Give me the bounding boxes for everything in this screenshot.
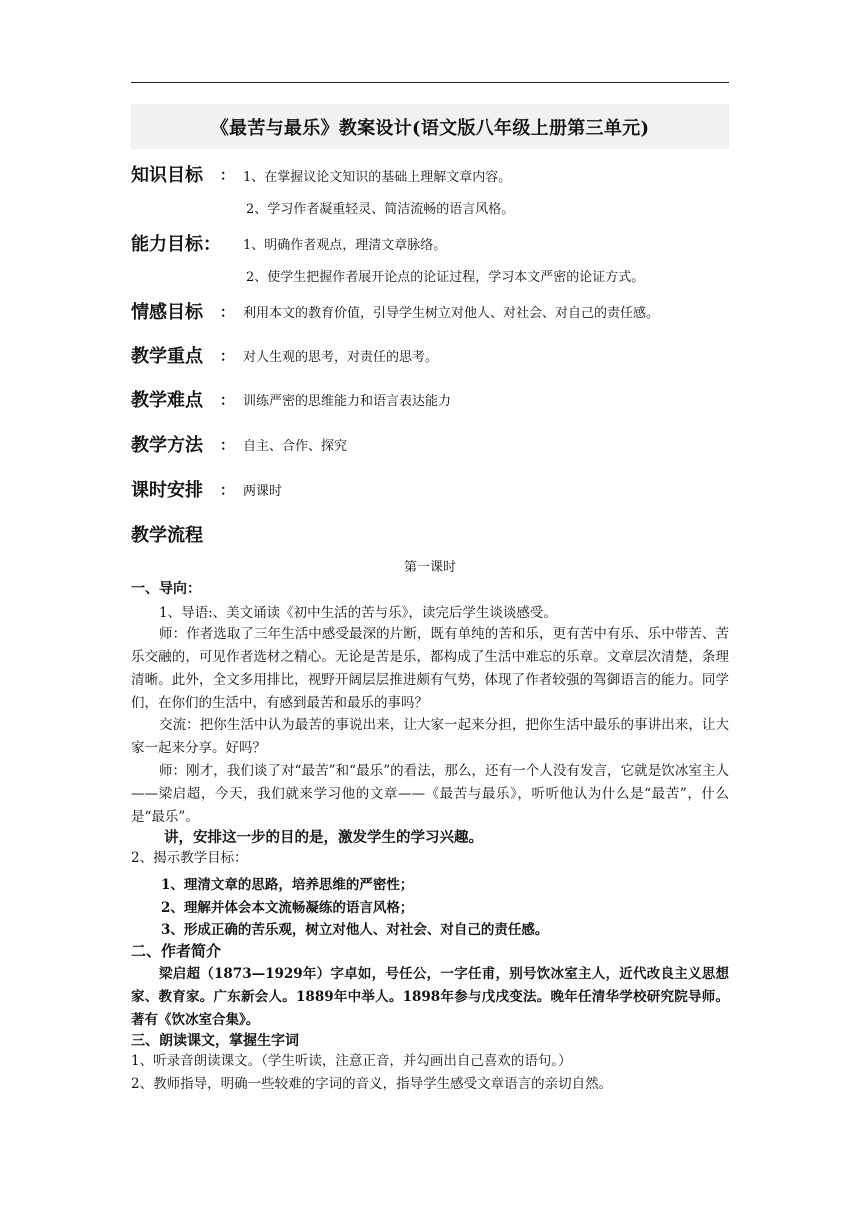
key-point-label: 教学重点: [131, 346, 203, 367]
section-1-paragraph-1: 师：作者选取了三年生活中感受最深的片断，既有单纯的苦和乐，更有苦中有乐、乐中带苦、苦乐交融的，可见作者选材之精心。无论是苦是乐，都构成了生活中难忘的乐章。文章层次清楚，条理清晰。此外，全文多用排比，视野开阔层层推进颇有气势，体现了作者较强的驾御语言的能力。同学们，在你们的生活中，有感到最苦和最乐的事吗？: [131, 626, 729, 711]
header-rule: [131, 82, 729, 83]
section-2-paragraph: 梁启超（1873—1929年）字卓如，号任公，一字任甫，别号饮冰室主人，近代改良主义思想家、教育家。广东新会人。1889年中举人。1898年参与戊戌变法。晚年任清华学校研究院导师。著有《饮冰室合集》。: [131, 966, 729, 1028]
ability-objective-2: 2、使学生把握作者展开论点的论证过程，学习本文严密的论证方式。: [246, 270, 645, 285]
emotion-objective-label: 情感目标: [131, 302, 203, 323]
emotion-objective-1: 利用本文的教育价值，引导学生树立对他人、对社会、对自己的责任感。: [243, 306, 660, 321]
knowledge-objective-1: 1、在掌握议论文知识的基础上理解文章内容。: [243, 170, 512, 185]
process-heading: 教学流程: [131, 525, 203, 546]
section-1-item-1: 1、导语:、美文诵读《初中生活的苦与乐》，读完后学生谈谈感受。: [159, 605, 557, 621]
emotion-colon: ：: [220, 305, 234, 321]
ability-objective-1: 1、明确作者观点，理清文章脉络。: [243, 238, 447, 253]
section-1-paragraph-2: 交流：把你生活中认为最苦的事说出来，让大家一起来分担，把你生活中最乐的事讲出来，让大家一起来分享。好吗？: [131, 717, 729, 756]
section-1-item-2: 2、揭示教学目标：: [131, 850, 248, 866]
difficulty-text: 训练严密的思维能力和语言表达能力: [243, 394, 452, 409]
ability-objective-label: 能力目标：: [131, 234, 221, 255]
section-3-item-2: 2、教师指导，明确一些较难的字词的音义，指导学生感受文章语言的亲切自然。: [131, 1076, 613, 1092]
key-point-colon: ：: [220, 349, 234, 365]
section-3-item-1: 1、听录音朗读课文。（学生听读，注意正音，并勾画出自己喜欢的语句。）: [131, 1053, 572, 1069]
document-title: 《最苦与最乐》教案设计(语文版八年级上册第三单元): [210, 118, 650, 139]
knowledge-objective-2: 2、学习作者凝重轻灵、简洁流畅的语言风格。: [246, 202, 515, 217]
key-point-text: 对人生观的思考，对责任的思考。: [243, 350, 439, 365]
method-text: 自主、合作、探究: [243, 439, 348, 454]
knowledge-objective-label: 知识目标: [131, 165, 203, 186]
difficulty-colon: ：: [220, 393, 234, 409]
section-2-heading: 二、作者简介: [131, 942, 222, 960]
section-1-paragraph-3: 师：刚才，我们谈了对“最苦”和“最乐”的看法，那么，还有一个人没有发言，它就是饮冰室主人——梁启超，今天，我们就来学习他的文章——《最苦与最乐》，听听他认为什么是“最苦”，什么是“最乐”。: [131, 763, 729, 825]
section-1-note: 讲，安排这一步的目的是，激发学生的学习兴趣。: [164, 829, 483, 846]
schedule-colon: ：: [220, 483, 234, 499]
teaching-goal-2: 2、理解并体会本文流畅凝练的语言风格；: [161, 900, 414, 916]
schedule-text: 两课时: [243, 484, 283, 499]
section-1-heading: 一、导向：: [131, 581, 201, 597]
teaching-goal-1: 1、理清文章的思路，培养思维的严密性；: [161, 877, 414, 893]
lesson-title: 第一课时: [403, 560, 456, 575]
schedule-label: 课时安排: [131, 480, 203, 501]
difficulty-label: 教学难点: [131, 390, 203, 411]
teaching-goal-3: 3、形成正确的苦乐观，树立对他人、对社会、对自己的责任感。: [161, 922, 549, 938]
knowledge-colon: ：: [220, 168, 234, 184]
method-label: 教学方法: [131, 435, 203, 456]
section-3-heading: 三、朗读课文，掌握生字词: [131, 1033, 299, 1049]
method-colon: ：: [220, 438, 234, 454]
